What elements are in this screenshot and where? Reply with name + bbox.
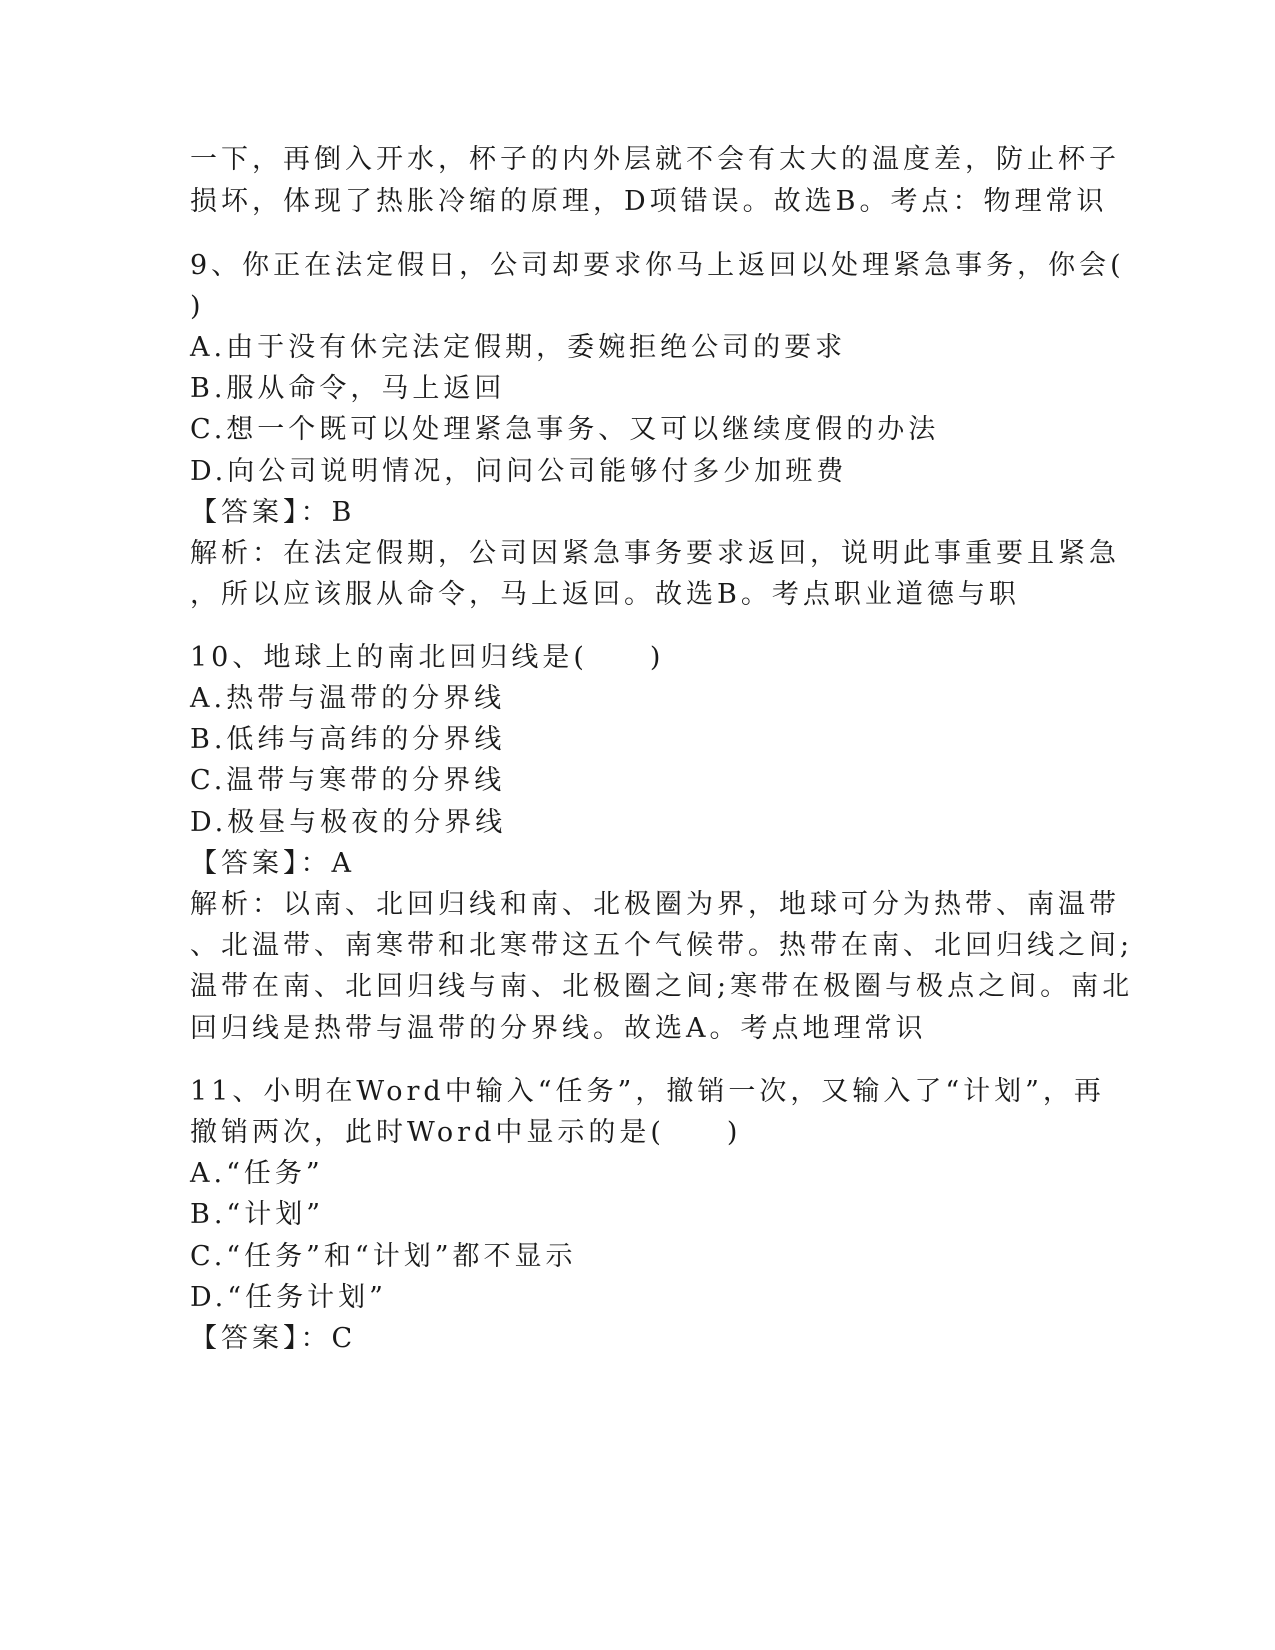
q10-explanation-line-1: 解析：以南、北回归线和南、北极圈为界，地球可分为热带、南温带 [190, 889, 1120, 920]
q10-option-c: C.温带与寒带的分界线 [190, 765, 506, 796]
q10-option-a: A.热带与温带的分界线 [190, 683, 506, 714]
q9-option-d: D.向公司说明情况，问问公司能够付多少加班费 [190, 456, 848, 487]
q10-option-d: D.极昼与极夜的分界线 [190, 807, 507, 838]
q11-stem-line-2: 撤销两次，此时Word中显示的是( ) [190, 1117, 742, 1148]
q9-stem-line-2: ) [190, 291, 205, 322]
q10-stem: 10、地球上的南北回归线是( ) [190, 642, 665, 673]
q11-answer: 【答案】：C [190, 1323, 357, 1354]
q10-answer: 【答案】：A [190, 848, 355, 879]
q10-explanation-line-3: 温带在南、北回归线与南、北极圈之间;寒带在极圈与极点之间。南北 [190, 971, 1134, 1002]
q11-option-b: B.“计划” [190, 1199, 325, 1230]
q9-explanation-line-1: 解析：在法定假期，公司因紧急事务要求返回，说明此事重要且紧急 [190, 538, 1120, 569]
prev-explanation-line-2: 损坏，体现了热胀冷缩的原理，D项错误。故选B。考点：物理常识 [190, 186, 1108, 217]
q11-option-a: A.“任务” [190, 1158, 324, 1189]
q9-option-a: A.由于没有休完法定假期，委婉拒绝公司的要求 [190, 332, 847, 363]
q9-answer: 【答案】：B [190, 497, 356, 528]
q10-option-b: B.低纬与高纬的分界线 [190, 724, 506, 755]
q10-explanation-line-2: 、北温带、南寒带和北寒带这五个气候带。热带在南、北回归线之间; [190, 930, 1134, 961]
q9-option-b: B.服从命令，马上返回 [190, 373, 506, 404]
q11-option-c: C.“任务”和“计划”都不显示 [190, 1241, 577, 1272]
q9-option-c: C.想一个既可以处理紧急事务、又可以继续度假的办法 [190, 414, 940, 445]
q11-stem-line-1: 11、小明在Word中输入“任务”，撤销一次，又输入了“计划”，再 [190, 1076, 1105, 1107]
q9-stem-line-1: 9、你正在法定假日，公司却要求你马上返回以处理紧急事务，你会( [190, 250, 1125, 281]
prev-explanation-line-1: 一下，再倒入开水，杯子的内外层就不会有太大的温度差，防止杯子 [190, 144, 1120, 175]
q10-explanation-line-4: 回归线是热带与温带的分界线。故选A。考点地理常识 [190, 1013, 927, 1044]
q11-option-d: D.“任务计划” [190, 1282, 387, 1313]
q9-explanation-line-2: ，所以应该服从命令，马上返回。故选B。考点职业道德与职 [190, 579, 1020, 610]
